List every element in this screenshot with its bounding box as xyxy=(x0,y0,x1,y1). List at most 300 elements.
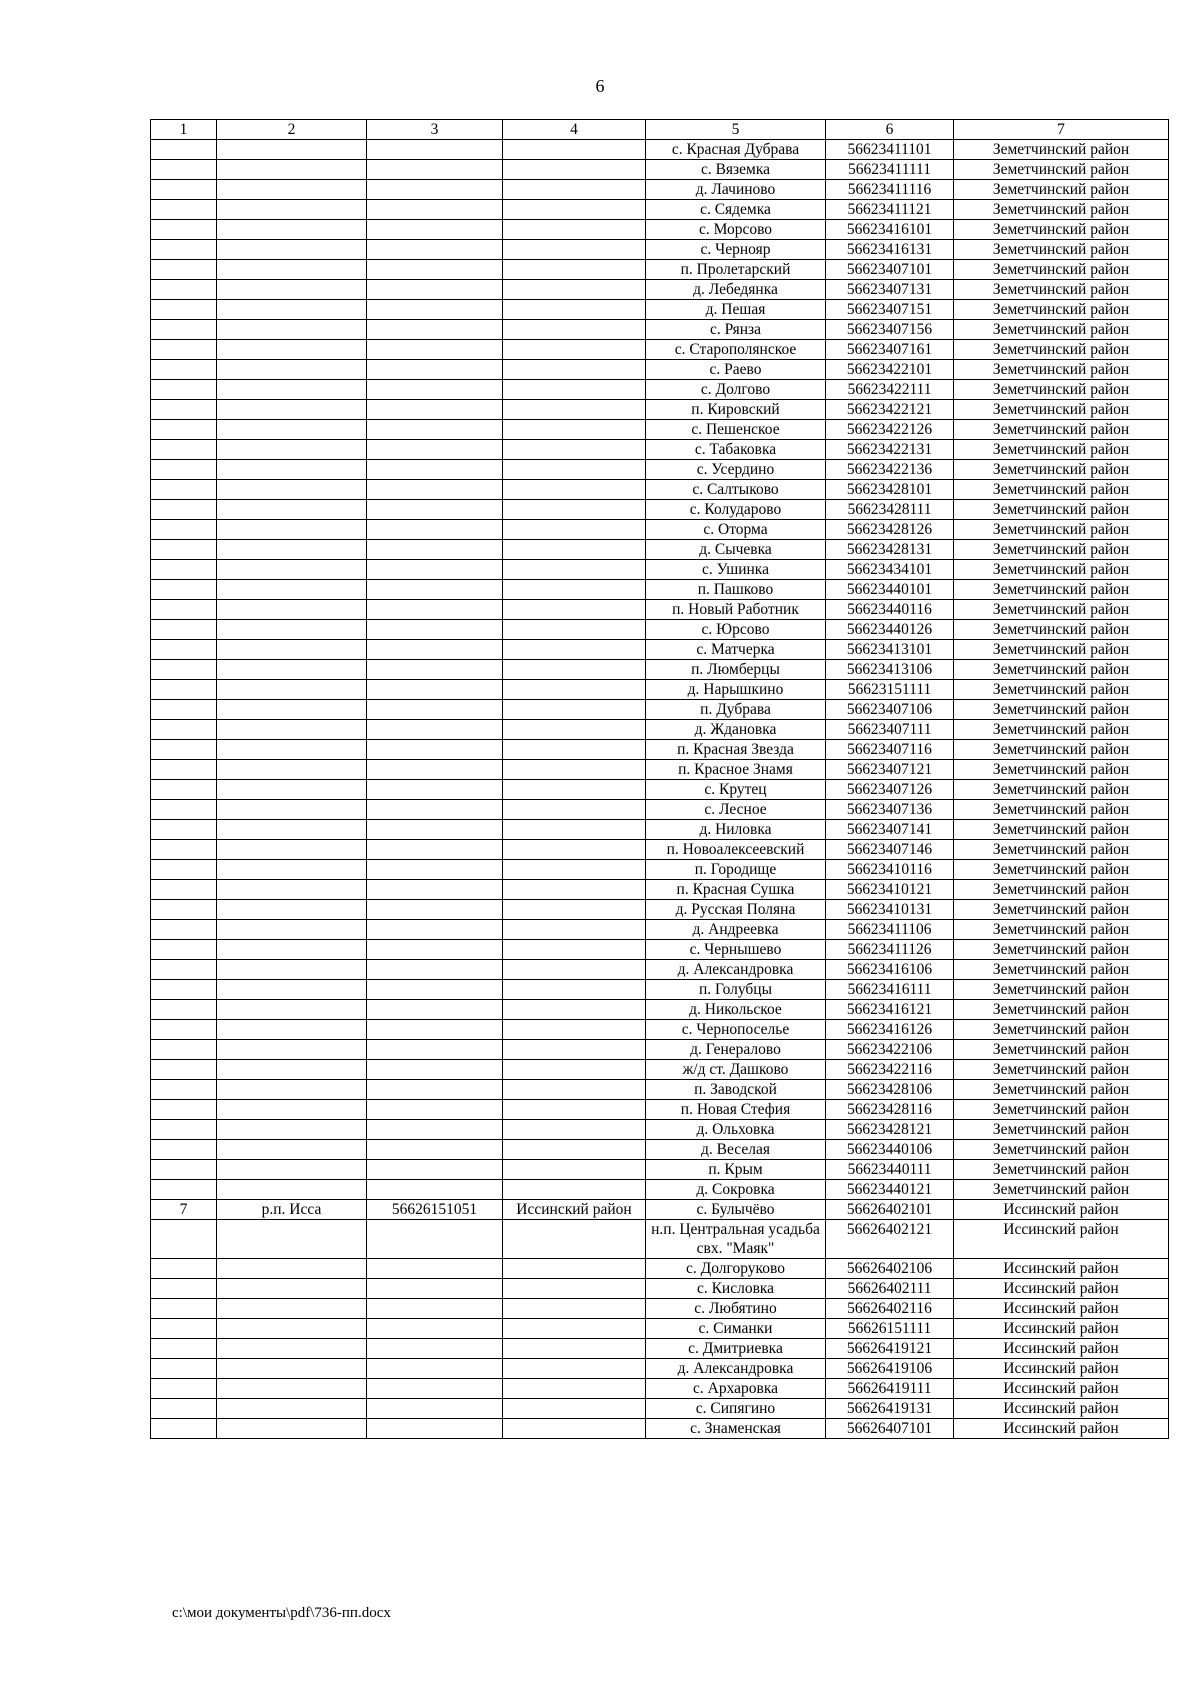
table-cell xyxy=(151,420,217,440)
table-row xyxy=(151,240,1169,260)
table-cell xyxy=(217,1180,367,1200)
table-cell xyxy=(217,360,367,380)
table-cell xyxy=(217,1419,367,1439)
table-cell: Земетчинский район xyxy=(954,920,1169,940)
table-cell: 56623422131 xyxy=(826,440,954,460)
table-cell xyxy=(367,1339,503,1359)
table-cell xyxy=(503,820,646,840)
table-row xyxy=(151,220,1169,240)
table-cell: Земетчинский район xyxy=(954,860,1169,880)
table-cell: п. Красная Звезда xyxy=(646,740,826,760)
table-cell xyxy=(367,140,503,160)
table-cell xyxy=(151,620,217,640)
table-cell: 56623407151 xyxy=(826,300,954,320)
table-row xyxy=(151,520,1169,540)
table-cell xyxy=(503,720,646,740)
table-cell xyxy=(503,180,646,200)
table-cell: с. Дмитриевка xyxy=(646,1339,826,1359)
table-cell xyxy=(367,480,503,500)
table-row xyxy=(151,800,1169,820)
table-cell: 56623422126 xyxy=(826,420,954,440)
table-cell xyxy=(367,720,503,740)
table-cell xyxy=(151,860,217,880)
table-cell xyxy=(367,1120,503,1140)
table-cell: Земетчинский район xyxy=(954,1020,1169,1040)
table-cell: п. Кировский xyxy=(646,400,826,420)
table-cell: с. Сипягино xyxy=(646,1399,826,1419)
table-row xyxy=(151,1319,1169,1339)
table-cell: р.п. Исса xyxy=(217,1200,367,1220)
table-cell xyxy=(151,1419,217,1439)
table-cell xyxy=(151,340,217,360)
table-cell: Земетчинский район xyxy=(954,300,1169,320)
table-row xyxy=(151,700,1169,720)
table-cell xyxy=(367,540,503,560)
table-cell xyxy=(217,1020,367,1040)
table-cell xyxy=(503,620,646,640)
page-number: 6 xyxy=(595,76,605,96)
table-row xyxy=(151,1140,1169,1160)
table-cell xyxy=(151,1399,217,1419)
table-row xyxy=(151,140,1169,160)
table-cell: д. Андреевка xyxy=(646,920,826,940)
table-cell xyxy=(503,460,646,480)
table-cell: п. Крым xyxy=(646,1160,826,1180)
table-cell: 56623416126 xyxy=(826,1020,954,1040)
table-row xyxy=(151,440,1169,460)
table-cell xyxy=(217,520,367,540)
table-cell xyxy=(503,940,646,960)
table-cell: 56623411111 xyxy=(826,160,954,180)
table-row xyxy=(151,860,1169,880)
table-cell xyxy=(503,1040,646,1060)
table-cell: Земетчинский район xyxy=(954,200,1169,220)
table-cell xyxy=(151,720,217,740)
table-cell xyxy=(367,200,503,220)
table-row xyxy=(151,840,1169,860)
table-cell xyxy=(367,580,503,600)
table-cell xyxy=(367,980,503,1000)
table-cell: 56623440111 xyxy=(826,1160,954,1180)
table-cell: Земетчинский район xyxy=(954,900,1169,920)
table-cell xyxy=(217,840,367,860)
table-cell xyxy=(151,820,217,840)
table-cell xyxy=(151,460,217,480)
table-cell: д. Сычевка xyxy=(646,540,826,560)
table-cell: Земетчинский район xyxy=(954,1180,1169,1200)
table-row xyxy=(151,320,1169,340)
table-cell xyxy=(151,520,217,540)
table-cell: Иссинский район xyxy=(954,1399,1169,1419)
table-cell: 56623410121 xyxy=(826,880,954,900)
table-row xyxy=(151,280,1169,300)
table-row xyxy=(151,1180,1169,1200)
table-cell xyxy=(503,1339,646,1359)
table-cell xyxy=(217,780,367,800)
table-row xyxy=(151,1299,1169,1319)
table-cell xyxy=(151,1020,217,1040)
table-cell xyxy=(151,500,217,520)
table-cell xyxy=(217,660,367,680)
table-cell xyxy=(367,340,503,360)
table-cell xyxy=(151,280,217,300)
table-cell: 56623422116 xyxy=(826,1060,954,1080)
table-cell: д. Александровка xyxy=(646,1359,826,1379)
table-cell xyxy=(503,1060,646,1080)
table-row xyxy=(151,1120,1169,1140)
table-cell xyxy=(367,640,503,660)
table-cell: д. Никольское xyxy=(646,1000,826,1020)
table-cell xyxy=(367,1000,503,1020)
table-cell: д. Генералово xyxy=(646,1040,826,1060)
table-cell: с. Вяземка xyxy=(646,160,826,180)
table-cell xyxy=(151,1259,217,1279)
table-row xyxy=(151,1259,1169,1279)
table-cell xyxy=(503,540,646,560)
table-cell: с. Пешенское xyxy=(646,420,826,440)
table-cell: с. Красная Дубрава xyxy=(646,140,826,160)
table-cell xyxy=(151,1279,217,1299)
table-row xyxy=(151,620,1169,640)
table-cell: д. Лачиново xyxy=(646,180,826,200)
table-cell xyxy=(503,300,646,320)
table-cell xyxy=(217,1000,367,1020)
table-cell: 56623428131 xyxy=(826,540,954,560)
table-cell xyxy=(503,160,646,180)
table-cell: 56623434101 xyxy=(826,560,954,580)
table-cell: д. Веселая xyxy=(646,1140,826,1160)
footer-file-path: c:\мои документы\pdf\736-пп.docx xyxy=(172,1605,391,1621)
settlements-table xyxy=(150,119,1169,1439)
table-row xyxy=(151,480,1169,500)
table-cell xyxy=(503,920,646,940)
table-cell: 56623407156 xyxy=(826,320,954,340)
table-cell xyxy=(367,1220,503,1259)
table-row xyxy=(151,1399,1169,1419)
table-cell xyxy=(503,700,646,720)
table-cell: Иссинский район xyxy=(954,1419,1169,1439)
table-cell xyxy=(503,260,646,280)
table-cell: 56626419121 xyxy=(826,1339,954,1359)
table-cell xyxy=(217,1339,367,1359)
table-cell xyxy=(367,780,503,800)
table-cell: 56623428101 xyxy=(826,480,954,500)
table-cell xyxy=(151,1040,217,1060)
table-cell: п. Заводской xyxy=(646,1080,826,1100)
table-cell xyxy=(367,280,503,300)
table-cell xyxy=(151,200,217,220)
table-cell xyxy=(151,540,217,560)
table-cell: с. Архаровка xyxy=(646,1379,826,1399)
table-cell: 56623440126 xyxy=(826,620,954,640)
table-row xyxy=(151,360,1169,380)
table-cell xyxy=(503,960,646,980)
table-cell: 56623407136 xyxy=(826,800,954,820)
table-cell xyxy=(367,1140,503,1160)
table-row xyxy=(151,1359,1169,1379)
table-cell xyxy=(217,580,367,600)
table-cell xyxy=(217,1100,367,1120)
table-cell xyxy=(151,740,217,760)
table-cell xyxy=(151,360,217,380)
table-cell xyxy=(367,860,503,880)
table-cell: 56623440106 xyxy=(826,1140,954,1160)
table-cell xyxy=(151,960,217,980)
table-cell xyxy=(503,1299,646,1319)
table-cell xyxy=(367,1040,503,1060)
table-row xyxy=(151,540,1169,560)
table-row xyxy=(151,1080,1169,1100)
table-cell xyxy=(503,860,646,880)
table-cell xyxy=(503,640,646,660)
table-cell xyxy=(217,300,367,320)
table-cell xyxy=(151,1220,217,1259)
table-cell: 56626402116 xyxy=(826,1299,954,1319)
table-cell: Земетчинский район xyxy=(954,780,1169,800)
table-cell xyxy=(217,720,367,740)
table-cell: Земетчинский район xyxy=(954,540,1169,560)
table-cell: Земетчинский район xyxy=(954,1120,1169,1140)
table-cell: Земетчинский район xyxy=(954,1100,1169,1120)
table-cell xyxy=(217,340,367,360)
table-cell xyxy=(503,1000,646,1020)
table-cell xyxy=(503,280,646,300)
table-cell: Земетчинский район xyxy=(954,960,1169,980)
table-cell xyxy=(503,1379,646,1399)
table-cell xyxy=(503,840,646,860)
table-cell xyxy=(503,1220,646,1259)
table-cell xyxy=(367,1279,503,1299)
table-cell xyxy=(217,1319,367,1339)
table-row xyxy=(151,680,1169,700)
table-cell xyxy=(367,820,503,840)
table-row xyxy=(151,920,1169,940)
table-cell xyxy=(367,760,503,780)
table-cell xyxy=(503,360,646,380)
table-cell: 56623413106 xyxy=(826,660,954,680)
table-row xyxy=(151,720,1169,740)
table-cell: п. Пашково xyxy=(646,580,826,600)
table-cell xyxy=(217,420,367,440)
table-cell: с. Матчерка xyxy=(646,640,826,660)
header-cell: 4 xyxy=(503,120,646,140)
table-cell xyxy=(151,1319,217,1339)
table-cell xyxy=(367,180,503,200)
table-header-row xyxy=(151,120,1169,140)
table-row xyxy=(151,600,1169,620)
table-cell xyxy=(217,1359,367,1379)
table-cell xyxy=(217,220,367,240)
table-cell xyxy=(503,140,646,160)
table-cell: 56623411116 xyxy=(826,180,954,200)
table-cell: 56623411126 xyxy=(826,940,954,960)
table-row xyxy=(151,1000,1169,1020)
table-cell: Земетчинский район xyxy=(954,1160,1169,1180)
table-cell: Иссинский район xyxy=(954,1279,1169,1299)
table-row xyxy=(151,780,1169,800)
table-cell xyxy=(503,1080,646,1100)
table-cell xyxy=(503,1279,646,1299)
table-row xyxy=(151,940,1169,960)
table-cell xyxy=(503,740,646,760)
table-cell: д. Лебедянка xyxy=(646,280,826,300)
table-cell xyxy=(503,1180,646,1200)
table-cell xyxy=(217,760,367,780)
table-cell xyxy=(217,1220,367,1259)
table-cell xyxy=(367,600,503,620)
table-cell: п. Новоалексеевский xyxy=(646,840,826,860)
table-cell xyxy=(217,1040,367,1060)
table-cell xyxy=(217,200,367,220)
table-cell xyxy=(217,860,367,880)
table-cell: 56623416121 xyxy=(826,1000,954,1020)
table-cell: Земетчинский район xyxy=(954,360,1169,380)
table-cell xyxy=(367,940,503,960)
table-cell xyxy=(503,980,646,1000)
table-cell xyxy=(151,1359,217,1379)
table-row xyxy=(151,340,1169,360)
table-cell xyxy=(367,1080,503,1100)
table-cell xyxy=(367,900,503,920)
table-cell xyxy=(151,300,217,320)
table-cell: н.п. Центральная усадьба свх. "Маяк" xyxy=(646,1220,826,1259)
table-cell xyxy=(151,1080,217,1100)
table-cell xyxy=(151,640,217,660)
table-cell xyxy=(503,800,646,820)
table-cell xyxy=(217,820,367,840)
table-cell xyxy=(151,1060,217,1080)
table-cell xyxy=(151,1160,217,1180)
table-cell xyxy=(217,280,367,300)
table-cell xyxy=(151,320,217,340)
table-cell: 56626151111 xyxy=(826,1319,954,1339)
table-cell xyxy=(367,220,503,240)
table-cell: Земетчинский район xyxy=(954,880,1169,900)
table-cell xyxy=(367,300,503,320)
table-row xyxy=(151,200,1169,220)
table-cell: с. Кисловка xyxy=(646,1279,826,1299)
table-cell xyxy=(217,320,367,340)
table-cell xyxy=(503,240,646,260)
header-cell: 6 xyxy=(826,120,954,140)
table-cell xyxy=(217,1399,367,1419)
table-cell: Земетчинский район xyxy=(954,340,1169,360)
table-cell: п. Голубцы xyxy=(646,980,826,1000)
table-cell xyxy=(217,960,367,980)
table-cell xyxy=(217,600,367,620)
table-cell xyxy=(151,940,217,960)
table-row xyxy=(151,1220,1169,1259)
table-cell xyxy=(367,1100,503,1120)
table-cell xyxy=(367,920,503,940)
table-cell: Земетчинский район xyxy=(954,620,1169,640)
table-cell xyxy=(217,980,367,1000)
table-cell xyxy=(503,580,646,600)
table-cell xyxy=(503,1100,646,1120)
table-cell: Земетчинский район xyxy=(954,840,1169,860)
table-cell: 56623428126 xyxy=(826,520,954,540)
table-cell: д. Сокровка xyxy=(646,1180,826,1200)
table-cell xyxy=(367,400,503,420)
table-cell: с. Лесное xyxy=(646,800,826,820)
table-cell xyxy=(367,1299,503,1319)
table-cell: Земетчинский район xyxy=(954,940,1169,960)
table-cell xyxy=(503,320,646,340)
table-cell: Иссинский район xyxy=(954,1299,1169,1319)
table-cell xyxy=(151,380,217,400)
table-cell xyxy=(367,360,503,380)
table-cell: ж/д ст. Дашково xyxy=(646,1060,826,1080)
table-cell: 56623407101 xyxy=(826,260,954,280)
table-row xyxy=(151,560,1169,580)
table-cell xyxy=(217,920,367,940)
table-cell xyxy=(503,1160,646,1180)
table-cell: 56626402121 xyxy=(826,1220,954,1259)
table-cell xyxy=(503,500,646,520)
table-cell xyxy=(503,400,646,420)
table-row xyxy=(151,880,1169,900)
table-cell: с. Симанки xyxy=(646,1319,826,1339)
table-cell: 56623410131 xyxy=(826,900,954,920)
table-cell: 56623407121 xyxy=(826,760,954,780)
table-cell: Земетчинский район xyxy=(954,180,1169,200)
table-cell: с. Долгово xyxy=(646,380,826,400)
table-cell xyxy=(151,180,217,200)
table-cell xyxy=(367,800,503,820)
table-cell xyxy=(503,1319,646,1339)
table-row xyxy=(151,400,1169,420)
table-cell xyxy=(367,560,503,580)
table-row xyxy=(151,1020,1169,1040)
table-row xyxy=(151,1419,1169,1439)
table-cell xyxy=(151,440,217,460)
table-cell xyxy=(217,160,367,180)
table-cell xyxy=(217,480,367,500)
table-cell: Земетчинский район xyxy=(954,1040,1169,1060)
table-cell xyxy=(367,240,503,260)
table-cell: Иссинский район xyxy=(503,1200,646,1220)
table-cell: п. Красное Знамя xyxy=(646,760,826,780)
table-cell: Земетчинский район xyxy=(954,1140,1169,1160)
table-cell: Иссинский район xyxy=(954,1319,1169,1339)
table-cell xyxy=(217,680,367,700)
table-cell xyxy=(367,500,503,520)
table-row xyxy=(151,1160,1169,1180)
table-cell xyxy=(217,500,367,520)
table-cell: д. Ждановка xyxy=(646,720,826,740)
table-cell xyxy=(217,940,367,960)
table-cell xyxy=(503,680,646,700)
table-row xyxy=(151,1200,1169,1220)
table-cell: 56623407146 xyxy=(826,840,954,860)
table-cell xyxy=(503,1259,646,1279)
table-cell xyxy=(367,320,503,340)
table-cell xyxy=(367,420,503,440)
table-row xyxy=(151,660,1169,680)
table-cell: д. Нарышкино xyxy=(646,680,826,700)
table-cell xyxy=(367,620,503,640)
table-cell xyxy=(503,1419,646,1439)
table-cell: 56623407126 xyxy=(826,780,954,800)
table-cell xyxy=(151,920,217,940)
table-cell: 56623407131 xyxy=(826,280,954,300)
table-cell xyxy=(503,520,646,540)
table-cell: Земетчинский район xyxy=(954,800,1169,820)
table-cell xyxy=(151,880,217,900)
table-cell xyxy=(367,1180,503,1200)
table-cell: Земетчинский район xyxy=(954,500,1169,520)
table-cell: д. Русская Поляна xyxy=(646,900,826,920)
